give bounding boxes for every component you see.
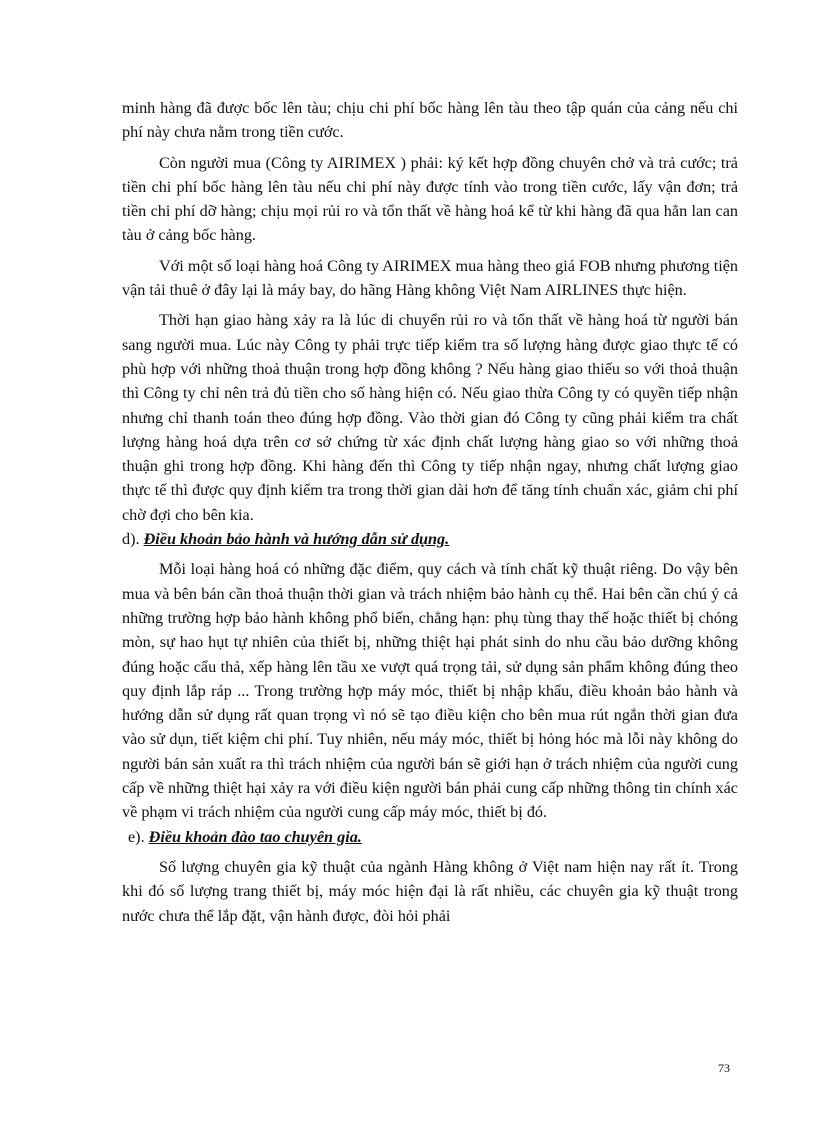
paragraph-delivery-time: Thời hạn giao hàng xảy ra là lúc di chuyển rủi ro và tổn thất về hàng hoá từ người bán sang người mua. Lúc này Công ty phải trực tiếp kiểm tra số lượng hàng được giao thực tế có phù hợp với những thoả thuận trong hợp đồng không ? Nếu hàng giao thiếu so với thoả thuận thì Công ty chỉ nên trả đủ tiền cho số hàng hiện có. Nếu giao thừa Công ty có quyền tiếp nhận nhưng chỉ thanh toán theo đúng hợp đồng. Vào thời gian đó Công ty cũng phải kiểm tra chất lượng hàng hoá dựa trên cơ sở chứng từ xác định chất lượng hàng giao so với những thoả thuận ghi trong hợp đồng. Khi hàng đến thì Công ty tiếp nhận ngay, nhưng chất lượng giao thực tế thì được quy định kiểm tra trong thời gian dài hơn để tăng tính chuẩn xác, giảm chi phí chờ đợi cho bên kia. <box>122 311 738 524</box>
paragraph-continuation: minh hàng đã được bốc lên tàu; chịu chi phí bốc hàng lên tàu theo tập quán của cảng nếu chi phí này chưa nằm trong tiền cước. <box>122 99 738 142</box>
paragraph-warranty: Mỗi loại hàng hoá có những đặc điểm, quy cách và tính chất kỹ thuật riêng. Do vậy bên mua và bên bán cần thoả thuận thời gian và trách nhiệm bảo hành cụ thể. Hai bên cần chú ý cả những trường hợp bảo hành không phổ biến, chẳng hạn: phụ tùng thay thế hoặc thiết bị chóng mòn, sự hao hụt tự nhiên của thiết bị, những thiệt hại phát sinh do nhu cầu bảo dưỡng không đúng hoặc cẩu thả, xếp hàng lên tầu xe vượt quá trọng tải, sử dụng sản phẩm không đúng theo quy định lắp ráp ... Trong trường hợp máy móc, thiết bị nhập khẩu, điều khoản bảo hành và hướng dẫn sử dụng rất quan trọng vì nó sẽ tạo điều kiện cho bên mua rút ngắn thời gian đưa vào sử dụn, tiết kiệm chi phí. Tuy nhiên, nếu máy móc, thiết bị hỏng hóc mà lỗi này không do người bán sản xuất ra thì trách nhiệm của người bán sẽ giới hạn ở trách nhiệm của người cung cấp về những thiệt hại xảy ra với điều kiện người bán phải cung cấp những thông tin chính xác về phạm vi trách nhiệm của người cung cấp máy móc, thiết bị đó. <box>122 560 738 822</box>
paragraph-experts: Số lượng chuyên gia kỹ thuật của ngành Hàng không ở Việt nam hiện nay rất ít. Trong khi đó số lượng trang thiết bị, máy móc hiện đại là rất nhiều, các chuyên gia kỹ thuật trong nước chưa thể lắp đặt, vận hành được, đòi hỏi phải <box>122 857 738 925</box>
paragraph-buyer-obligations: Còn người mua (Công ty AIRIMEX ) phải: ký kết hợp đồng chuyên chở và trả cước; trả tiền chi phí bốc hàng lên tàu nếu chi phí này được tính vào trong tiền cước, lấy vận đơn; trả tiền chi phí dỡ hàng; chịu mọi rủi ro và tổn thất về hàng hoá kể từ khi hàng đã qua hẳn lan can tàu ở cảng bốc hàng. <box>122 153 738 245</box>
section-label-d: d). <box>122 530 140 549</box>
section-label-e: e). <box>128 827 145 846</box>
body-text <box>122 96 738 928</box>
section-title-d: Điều khoản bảo hành và hướng dẫn sử dụng. <box>143 530 450 549</box>
section-title-e: Điều khoản đào tao chuyên gia. <box>148 827 362 846</box>
page-number: 73 <box>718 1061 730 1075</box>
section-heading-e <box>122 825 738 849</box>
paragraph-fob-airlines: Với một số loại hàng hoá Công ty AIRIMEX mua hàng theo giá FOB nhưng phương tiện vận tải thuê ở đây lại là máy bay, do hãng Hàng không Việt Nam AIRLINES thực hiện. <box>122 256 738 300</box>
section-heading-d <box>122 527 738 551</box>
